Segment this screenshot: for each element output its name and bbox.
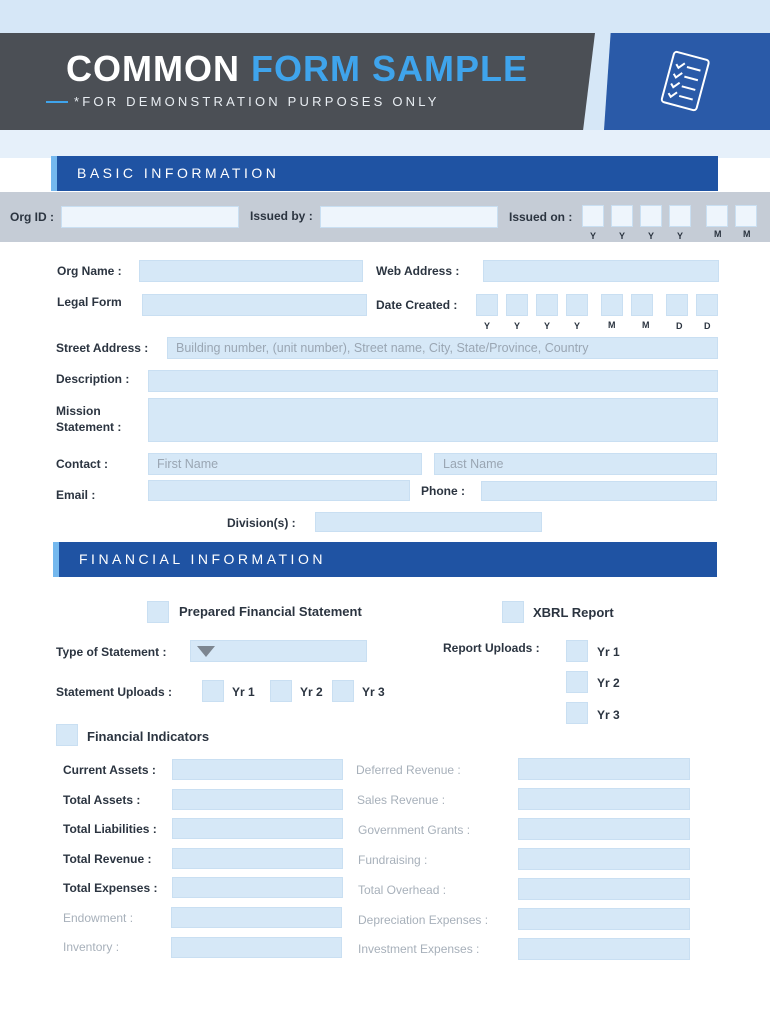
issued-on-y1[interactable]	[582, 205, 604, 227]
report-upload-yr1-label: Yr 1	[597, 645, 620, 659]
legal-form-input[interactable]	[142, 294, 367, 316]
indicator-depreciation-expenses-label: Depreciation Expenses :	[358, 913, 489, 927]
title-part2: FORM SAMPLE	[251, 48, 528, 89]
indicator-total-assets-input[interactable]	[172, 789, 343, 810]
indicator-fundraising-input[interactable]	[518, 848, 690, 870]
issued-on-slot-label: Y	[677, 231, 684, 241]
date-created-slot-label: D	[676, 321, 683, 331]
description-input[interactable]	[148, 370, 718, 392]
statement-upload-yr1-checkbox[interactable]	[202, 680, 224, 702]
statement-upload-yr2-checkbox[interactable]	[270, 680, 292, 702]
prepared-statement-checkbox[interactable]	[147, 601, 169, 623]
type-of-statement-label: Type of Statement :	[56, 645, 167, 659]
date-created-y4[interactable]	[566, 294, 588, 316]
indicator-government-grants-input[interactable]	[518, 818, 690, 840]
issued-on-m2[interactable]	[735, 205, 757, 227]
date-created-slot-label: Y	[484, 321, 491, 331]
indicator-total-expenses-input[interactable]	[172, 877, 343, 898]
report-uploads-label: Report Uploads :	[443, 641, 540, 655]
phone-label: Phone :	[421, 484, 465, 498]
indicator-total-overhead-input[interactable]	[518, 878, 690, 900]
issued-on-label: Issued on :	[509, 210, 573, 224]
xbrl-report-checkbox[interactable]	[502, 601, 524, 623]
indicator-deferred-revenue-label: Deferred Revenue :	[356, 763, 461, 777]
type-of-statement-select[interactable]	[190, 640, 367, 662]
street-address-label: Street Address :	[56, 341, 149, 355]
date-created-m2[interactable]	[631, 294, 653, 316]
date-created-slot-label: D	[704, 321, 711, 331]
indicator-deferred-revenue-input[interactable]	[518, 758, 690, 780]
date-created-d2[interactable]	[696, 294, 718, 316]
date-created-slot-label: Y	[544, 321, 551, 331]
title-part1: COMMON	[66, 48, 240, 89]
web-address-label: Web Address :	[376, 264, 460, 278]
date-created-slot-label: Y	[514, 321, 521, 331]
legal-form-label: Legal Form	[57, 295, 122, 309]
date-created-y2[interactable]	[506, 294, 528, 316]
issued-by-label: Issued by :	[250, 209, 313, 223]
date-created-slot-label: Y	[574, 321, 581, 331]
first-name-input[interactable]: First Name	[148, 453, 422, 475]
indicator-depreciation-expenses-input[interactable]	[518, 908, 690, 930]
indicator-sales-revenue-label: Sales Revenue :	[357, 793, 446, 807]
page-subtitle: *FOR DEMONSTRATION PURPOSES ONLY	[74, 94, 440, 109]
subtitle-dash	[46, 101, 68, 103]
org-name-label: Org Name :	[57, 264, 122, 278]
issued-on-slot-label: M	[714, 229, 722, 239]
header-strip	[0, 130, 770, 158]
date-created-y3[interactable]	[536, 294, 558, 316]
date-created-label: Date Created :	[376, 298, 458, 312]
contact-label: Contact :	[56, 457, 108, 471]
org-id-label: Org ID :	[10, 210, 54, 224]
indicator-total-expenses-label: Total Expenses :	[63, 881, 158, 895]
financial-indicators-checkbox[interactable]	[56, 724, 78, 746]
indicator-fundraising-label: Fundraising :	[358, 853, 428, 867]
report-upload-yr1-checkbox[interactable]	[566, 640, 588, 662]
indicator-current-assets-label: Current Assets :	[63, 763, 156, 777]
indicator-sales-revenue-input[interactable]	[518, 788, 690, 810]
issued-on-slot-label: Y	[590, 231, 597, 241]
issued-on-m1[interactable]	[706, 205, 728, 227]
mission-label-line2: Statement :	[56, 420, 122, 434]
mission-label-line1: Mission	[56, 404, 101, 418]
indicator-inventory-input[interactable]	[171, 937, 342, 958]
indicator-current-assets-input[interactable]	[172, 759, 343, 780]
street-address-input[interactable]: Building number, (unit number), Street name, City, State/Province, Country	[167, 337, 718, 359]
report-upload-yr3-checkbox[interactable]	[566, 702, 588, 724]
last-name-input[interactable]: Last Name	[434, 453, 717, 475]
indicator-total-overhead-label: Total Overhead :	[358, 883, 447, 897]
statement-upload-yr2-label: Yr 2	[300, 685, 323, 699]
statement-upload-yr3-checkbox[interactable]	[332, 680, 354, 702]
report-upload-yr2-label: Yr 2	[597, 676, 620, 690]
indicator-total-assets-label: Total Assets :	[63, 793, 141, 807]
indicator-total-revenue-input[interactable]	[172, 848, 343, 869]
indicator-total-liabilities-label: Total Liabilities :	[63, 822, 157, 836]
indicator-government-grants-label: Government Grants :	[358, 823, 471, 837]
indicator-investment-expenses-label: Investment Expenses :	[358, 942, 480, 956]
date-created-d1[interactable]	[666, 294, 688, 316]
email-input[interactable]	[148, 480, 410, 501]
indicator-total-liabilities-input[interactable]	[172, 818, 343, 839]
date-created-y1[interactable]	[476, 294, 498, 316]
issued-by-input[interactable]	[320, 206, 498, 228]
icon-panel	[604, 33, 770, 130]
page-title	[66, 48, 528, 90]
statement-uploads-label: Statement Uploads :	[56, 685, 173, 699]
issued-on-y2[interactable]	[611, 205, 633, 227]
org-id-input[interactable]	[61, 206, 239, 228]
xbrl-report-label: XBRL Report	[533, 605, 614, 620]
report-upload-yr2-checkbox[interactable]	[566, 671, 588, 693]
indicator-endowment-label: Endowment :	[63, 911, 134, 925]
checklist-clipboard-icon	[650, 47, 720, 117]
dropdown-arrow-icon	[197, 646, 215, 657]
indicator-inventory-label: Inventory :	[63, 940, 120, 954]
issued-on-slot-label: Y	[619, 231, 626, 241]
issued-on-slot-label: M	[743, 229, 751, 239]
section-basic-information: BASIC INFORMATION	[57, 156, 718, 191]
date-created-slot-label: M	[608, 320, 616, 330]
phone-input[interactable]	[481, 481, 717, 501]
issued-on-y4[interactable]	[669, 205, 691, 227]
financial-indicators-label: Financial Indicators	[87, 729, 210, 744]
statement-upload-yr3-label: Yr 3	[362, 685, 385, 699]
date-created-m1[interactable]	[601, 294, 623, 316]
issued-on-y3[interactable]	[640, 205, 662, 227]
indicator-total-revenue-label: Total Revenue :	[63, 852, 152, 866]
section-financial-information: FINANCIAL INFORMATION	[59, 542, 717, 577]
description-label: Description :	[56, 372, 130, 386]
indicator-endowment-input[interactable]	[171, 907, 342, 928]
email-label: Email :	[56, 488, 96, 502]
mission-statement-input[interactable]	[148, 398, 718, 442]
report-upload-yr3-label: Yr 3	[597, 708, 620, 722]
divisions-label: Division(s) :	[227, 516, 296, 530]
issued-on-slot-label: Y	[648, 231, 655, 241]
statement-upload-yr1-label: Yr 1	[232, 685, 255, 699]
org-name-input[interactable]	[139, 260, 363, 282]
divisions-input[interactable]	[315, 512, 542, 532]
indicator-investment-expenses-input[interactable]	[518, 938, 690, 960]
date-created-slot-label: M	[642, 320, 650, 330]
prepared-statement-label: Prepared Financial Statement	[179, 604, 362, 619]
web-address-input[interactable]	[483, 260, 719, 282]
